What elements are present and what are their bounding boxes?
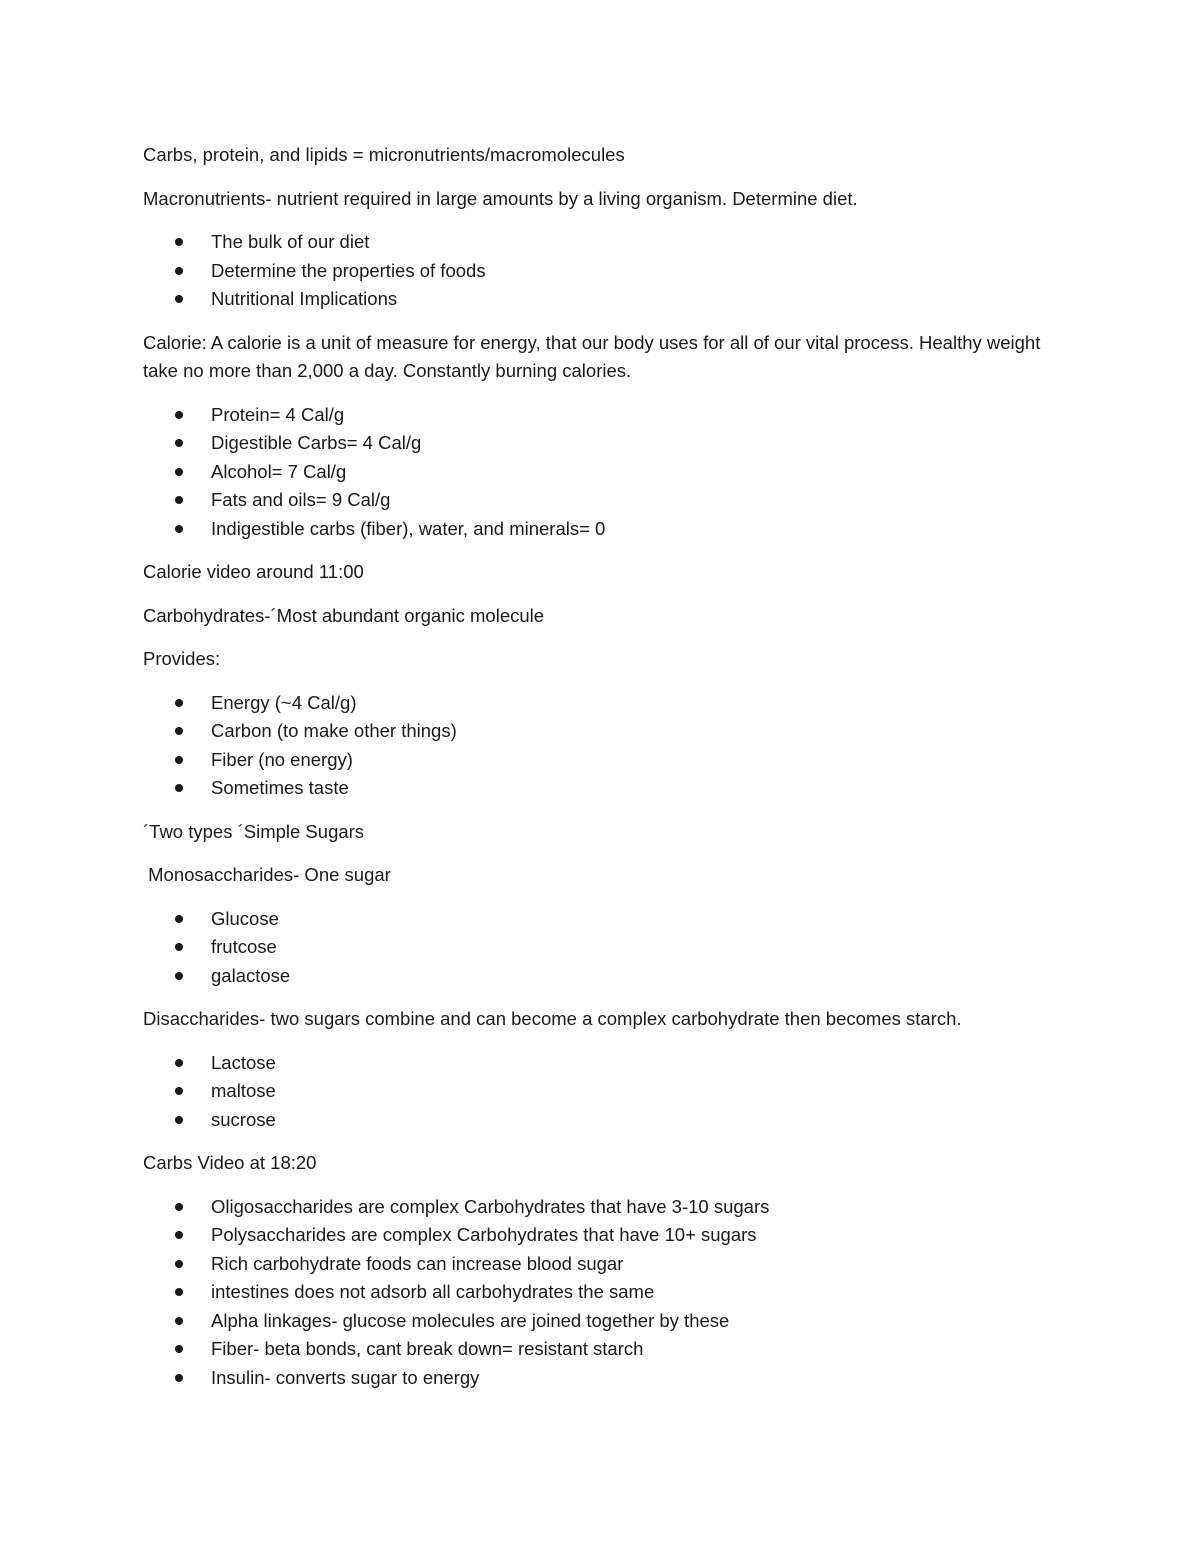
bullet-icon	[175, 1317, 183, 1325]
list-item-text: Glucose	[211, 907, 279, 929]
paragraph-two-types: ´Two types ´Simple Sugars	[143, 820, 365, 842]
bullet-icon	[175, 1087, 183, 1095]
bullet-icon	[175, 915, 183, 923]
list-item-text: Fats and oils= 9 Cal/g	[211, 489, 391, 510]
list-item-text: Sometimes taste	[211, 777, 349, 798]
list-item-text: Nutritional Implications	[211, 288, 398, 309]
bullet-icon	[175, 1345, 183, 1353]
bullet-icon	[175, 468, 183, 476]
bullet-icon	[175, 496, 183, 504]
list-item	[143, 429, 1063, 458]
list-item	[143, 401, 1063, 430]
list-item-text: Fiber (no energy)	[211, 748, 353, 770]
bullet-icon	[175, 411, 183, 419]
list-item	[143, 1193, 1063, 1222]
list-item	[143, 1335, 1063, 1364]
list-item-text: maltose	[211, 1080, 276, 1101]
bullet-icon	[175, 784, 183, 792]
list-item-text: Insulin- converts sugar to energy	[211, 1366, 480, 1388]
bullet-icon	[175, 1231, 183, 1239]
bullet-icon	[175, 1203, 183, 1211]
bullet-icon	[175, 525, 183, 533]
list-item-text: intestines does not adsorb all carbohydrates the same	[211, 1281, 655, 1302]
list-item	[143, 285, 1063, 314]
paragraph-carbs-video: Carbs Video at 18:20	[143, 1152, 317, 1173]
bullet-icon	[175, 756, 183, 764]
list-item	[143, 1307, 1063, 1336]
paragraph-calorie: Calorie: A calorie is a unit of measure for energy, that our body uses for all of our vital process. Healthy weight take no more than 2,000 a day. Constantly burning calories.	[143, 331, 1046, 381]
list-item	[143, 1250, 1063, 1279]
bullet-icon	[175, 727, 183, 735]
list-item	[143, 717, 1063, 746]
bullet-icon	[175, 295, 183, 303]
bullet-icon	[175, 1374, 183, 1382]
list-item-text: Rich carbohydrate foods can increase blood sugar	[211, 1252, 624, 1274]
list-item-text: Digestible Carbs= 4 Cal/g	[211, 432, 422, 453]
paragraph-provides: Provides:	[143, 648, 221, 669]
list-item-text: galactose	[211, 964, 291, 986]
list-item	[143, 1077, 1063, 1106]
list-item-text: Energy (~4 Cal/g)	[211, 691, 357, 713]
bullet-list-provides	[143, 689, 1063, 803]
list-item	[143, 746, 1063, 775]
bullet-icon	[175, 943, 183, 951]
bullet-icon	[175, 972, 183, 980]
list-item	[143, 962, 1063, 991]
bullet-list-calories	[143, 401, 1063, 544]
bullet-icon	[175, 1059, 183, 1067]
document-body	[143, 141, 1063, 1407]
bullet-icon	[175, 1260, 183, 1268]
bullet-list-monosaccharides	[143, 905, 1063, 991]
list-item-text: Determine the properties of foods	[211, 259, 486, 281]
list-item	[143, 689, 1063, 718]
list-item	[143, 1278, 1063, 1307]
bullet-icon	[175, 1116, 183, 1124]
list-item	[143, 905, 1063, 934]
bullet-list-macronutrients	[143, 228, 1063, 314]
paragraph-monosaccharides: Monosaccharides- One sugar	[143, 864, 391, 885]
bullet-icon	[175, 439, 183, 447]
paragraph-disaccharides: Disaccharides- two sugars combine and can become a complex carbohydrate then becomes starch.	[143, 1008, 962, 1029]
list-item-text: Alcohol= 7 Cal/g	[211, 460, 347, 482]
list-item-text: Lactose	[211, 1051, 276, 1073]
list-item-text: Protein= 4 Cal/g	[211, 403, 345, 425]
bullet-icon	[175, 699, 183, 707]
bullet-icon	[175, 238, 183, 246]
list-item	[143, 257, 1063, 286]
list-item	[143, 486, 1063, 515]
paragraph-carbohydrates: Carbohydrates-´Most abundant organic molecule	[143, 604, 545, 626]
paragraph-calorie-video: Calorie video around 11:00	[143, 561, 364, 582]
bullet-list-disaccharides	[143, 1049, 1063, 1135]
list-item-text: frutcose	[211, 936, 277, 957]
list-item-text: The bulk of our diet	[211, 231, 370, 252]
list-item	[143, 1106, 1063, 1135]
list-item	[143, 1364, 1063, 1393]
list-item	[143, 774, 1063, 803]
list-item-text: Polysaccharides are complex Carbohydrates that have 10+ sugars	[211, 1224, 757, 1245]
list-item-text: Oligosaccharides are complex Carbohydrates that have 3-10 sugars	[211, 1195, 770, 1217]
list-item	[143, 458, 1063, 487]
paragraph-macromolecules: Carbs, protein, and lipids = micronutrients/macromolecules	[143, 144, 625, 165]
list-item-text: Fiber- beta bonds, cant break down= resistant starch	[211, 1338, 644, 1359]
list-item-text: sucrose	[211, 1108, 276, 1130]
list-item	[143, 515, 1063, 544]
list-item	[143, 1049, 1063, 1078]
list-item	[143, 228, 1063, 257]
list-item-text: Carbon (to make other things)	[211, 720, 457, 741]
bullet-icon	[175, 267, 183, 275]
bullet-icon	[175, 1288, 183, 1296]
list-item	[143, 1221, 1063, 1250]
paragraph-macronutrients: Macronutrients- nutrient required in large amounts by a living organism. Determine diet.	[143, 187, 858, 209]
list-item-text: Alpha linkages- glucose molecules are joined together by these	[211, 1309, 730, 1331]
list-item	[143, 933, 1063, 962]
list-item-text: Indigestible carbs (fiber), water, and minerals= 0	[211, 517, 606, 539]
bullet-list-carbs-video	[143, 1193, 1063, 1393]
